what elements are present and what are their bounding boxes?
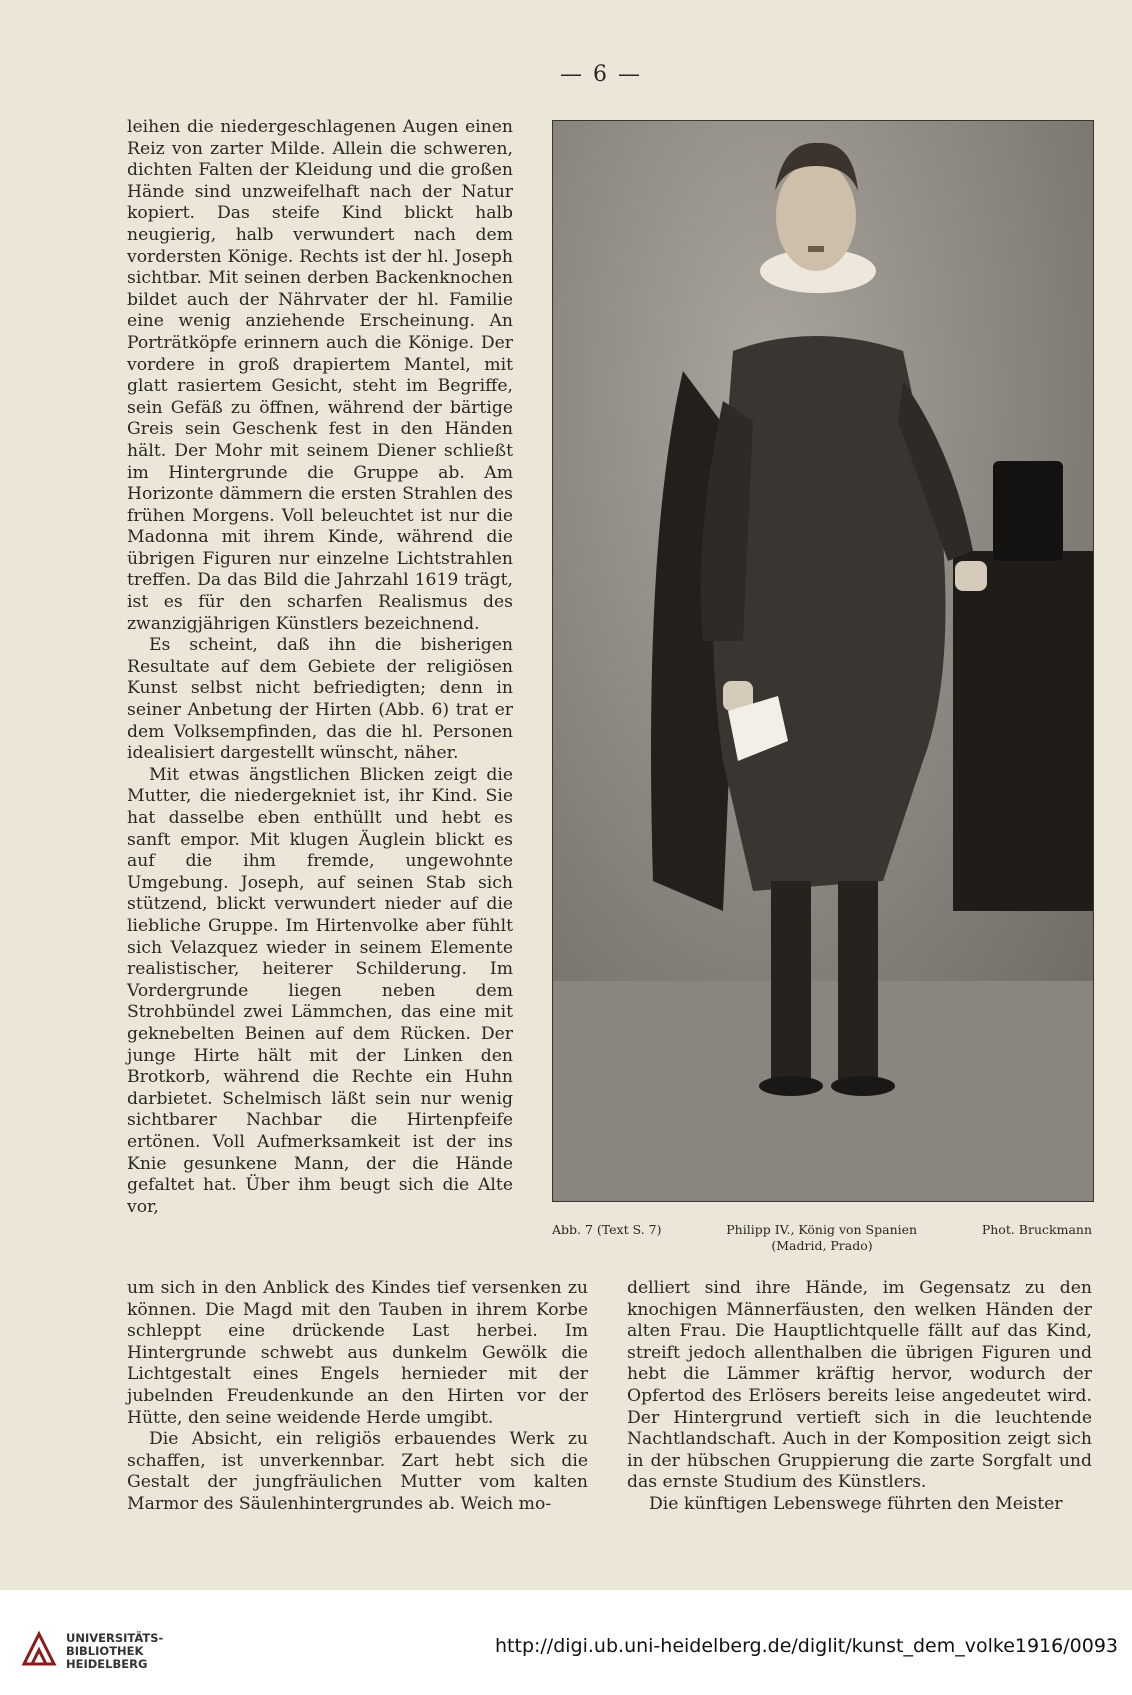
right-column-bottom	[627, 1278, 1092, 1516]
paragraph: leihen die niedergeschlagenen Augen einen Reiz von zarter Milde. Allein die schweren, dichten Falten der Kleidung und die großen Hände sind unzweifelhaft nach der Natur kopiert. Das steife Kind blickt halb neugierig, halb verwundert nach dem vordersten Könige. Rechts ist der hl. Joseph sichtbar. Mit seinen derben Backenknochen bildet auch der Nährvater der hl. Familie eine wenig anziehende Erscheinung. An Porträtköpfe erinnern auch die Könige. Der vordere in groß drapiertem Mantel, mit glatt rasiertem Gesicht, steht im Begriffe, sein Gefäß zu öffnen, während der bärtige Greis sein Geschenk fest in den Händen hält. Der Mohr mit seinem Diener schließt im Hintergrunde die Gruppe ab. Am Horizonte dämmern die ersten Strahlen des frühen Morgens. Voll beleuchtet ist nur die Madonna mit ihrem Kinde, während die übrigen Figuren nur einzelne Lichtstrahlen treffen. Da das Bild die Jahrzahl 1619 trägt, ist es für den scharfen Realismus des zwanzigjährigen Künstlers bezeichnend.	[127, 117, 513, 634]
logo-line: BIBLIOTHEK	[66, 1644, 144, 1658]
left-column-bottom	[127, 1278, 588, 1516]
viewer-footer	[0, 1590, 1132, 1695]
paragraph: delliert sind ihre Hände, im Gegensatz zu den knochigen Männerfäusten, den welken Händen der alten Frau. Die Hauptlichtquelle fällt auf das Kind, streift jedoch allenthalben die übrigen Figuren und hebt die Lämmer kräftig hervor, wodurch der Opfertod des Erlösers bereits leise angedeutet wird. Der Hintergrund vertieft sich in die leuchtende Nachtlandschaft. Auch in der Komposition zeigt sich in der hübschen Gruppierung die zarte Sorgfalt und das ernste Studium des Künstlers.	[627, 1278, 1092, 1493]
page-number: — 6 —	[560, 62, 642, 87]
caption-photo-credit: Phot. Bruckmann	[981, 1222, 1092, 1237]
paragraph: Die künftigen Lebenswege führten den Meister	[649, 1493, 1063, 1514]
caption-figure-ref: Abb. 7 (Text S. 7)	[552, 1222, 662, 1237]
figure-caption	[552, 1222, 1092, 1254]
logo-line: HEIDELBERG	[66, 1657, 148, 1671]
portrait-figure	[552, 120, 1094, 1202]
library-logo-text	[66, 1632, 163, 1671]
paragraph: um sich in den Anblick des Kindes tief versenken zu können. Die Magd mit den Tauben in ihrem Korbe schleppt eine drückende Last herbei. Im Hintergrunde schwebt aus dunkelm Gewölk die Lichtgestalt eines Engels hernieder mit der jubelnden Freudenkunde an den Hirten vor der Hütte, den seine weidende Herde umgibt.	[127, 1278, 588, 1428]
paragraph: Mit etwas ängstlichen Blicken zeigt die Mutter, die niedergekniet ist, ihr Kind. Sie hat dasselbe eben enthüllt und hebt es sanft empor. Mit klugen Äuglein blickt es auf die ihm fremde, ungewohnte Umgebung. Joseph, auf seinen Stab sich stützend, blickt verwundert nieder auf die liebliche Gruppe. Im Hirtenvolke aber fühlt sich Velazquez wieder in seinem Elemente realistischer, heiterer Schilderung. Im Vordergrunde liegen neben dem Strohbündel zwei Lämmchen, das eine mit geknebelten Beinen auf dem Rücken. Der junge Hirte hält mit der Linken den Brotkorb, während die Rechte ein Huhn darbietet. Schelmisch läßt sein nur wenig sichtbarer Nachbar die Hirtenpfeife ertönen. Voll Aufmerksamkeit ist der ins Knie gesunkene Mann, der die Hände gefaltet hat. Über ihm beugt sich die Alte vor,	[127, 764, 513, 1217]
logo-line: UNIVERSITÄTS-	[66, 1631, 164, 1645]
portrait-illustration	[553, 121, 1093, 1201]
permalink-url[interactable]: http://digi.ub.uni-heidelberg.de/diglit/kunst_dem_volke1916/0093	[495, 1635, 1118, 1657]
left-column-top	[127, 117, 513, 1218]
paragraph: Die Absicht, ein religiös erbauendes Werk zu schaffen, ist unverkennbar. Zart hebt sich die Gestalt der jungfräulichen Mutter vom kalten Marmor des Säulenhintergrundes ab. Weich mo-	[127, 1429, 588, 1514]
caption-location: (Madrid, Prado)	[771, 1238, 873, 1253]
caption-title: Philipp IV., König von Spanien	[726, 1222, 918, 1237]
university-library-logo-icon	[20, 1630, 58, 1668]
paragraph: Es scheint, daß ihn die bisherigen Resultate auf dem Gebiete der religiösen Kunst selbst nicht befriedigten; denn in seiner Anbetung der Hirten (Abb. 6) trat er dem Volksempfinden, das die hl. Personen idealisiert dargestellt wünscht, näher.	[127, 635, 513, 764]
